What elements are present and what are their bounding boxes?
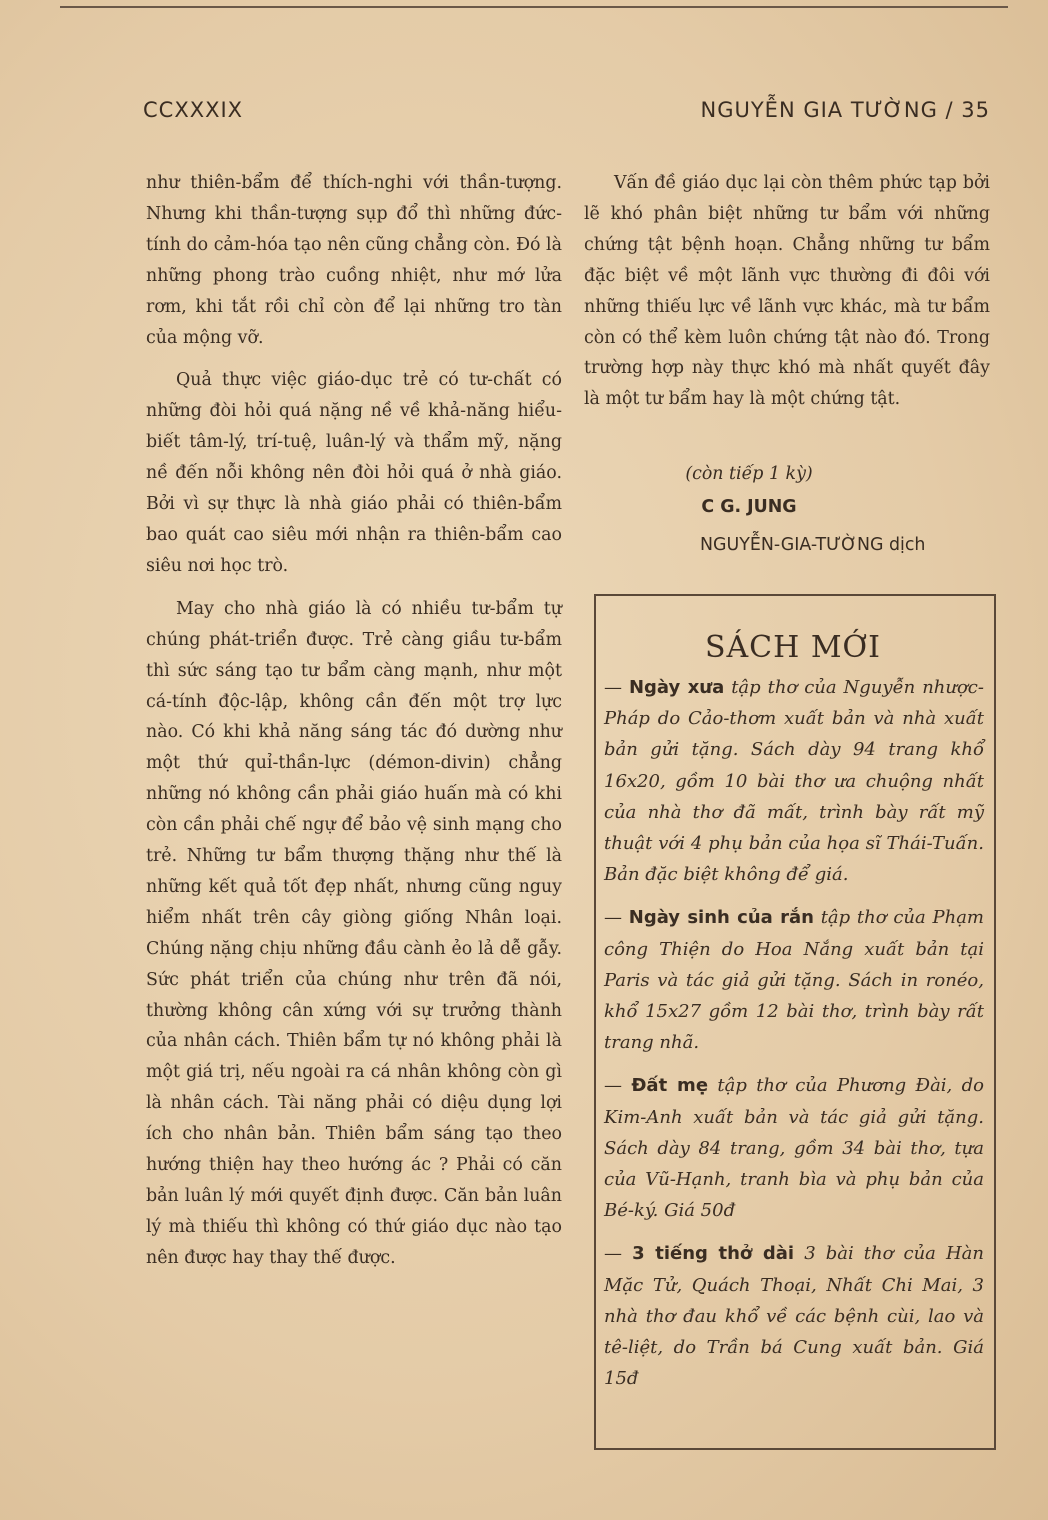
book-title: Ngày xưa [628,677,725,698]
right-column [584,168,990,415]
book-title: Đất mẹ [631,1075,709,1097]
new-books-title: SÁCH MỚI [704,630,882,665]
running-header: NGUYỄN GIA TƯỜNG / 35 [700,98,990,122]
book-title: Ngày sinh của rắn [628,907,814,929]
paragraph: May cho nhà giáo là có nhiều tư-bẩm tự chúng phát-triển được. Trẻ càng giầu tư-bẩm thì sức sáng tạo tư bẩm càng mạnh, như một cá-tính độc-lập, không cần đến một trợ lực nào. Có khi khả năng sáng tác đó dường như một thứ quỉ-thần-lực (démon-divin) chẳng những nó không cần phải giáo huấn mà có khi còn cần phải chế ngự để bảo vệ sinh mạng cho trẻ. Những tư bẩm thượng thặng như thế là những kết quả tốt đẹp nhất, nhưng cũng nguy hiểm nhất trên cây giòng giống Nhân loại. Chúng nặng chịu những đầu cành ẻo lả dễ gẫy. Sức phát triển của chúng như trên đã nói, thường không cân xứng với sự trưởng thành của nhân cách. Thiên bẩm tự nó không phải là một giá trị, nếu ngoài ra cá nhân không còn gì là nhân cách. Tài năng phải có diệu dụng lợi ích cho nhân bản. Thiên bẩm sáng tạo theo hướng thiện hay theo hướng ác ? Phải có căn bản luân lý mới quyết định được. Căn bản luân lý mà thiếu thì không có thứ giáo dục nào tạo nên được hay thay thế được. [146,598,562,1268]
translator-credit: NGUYỄN-GIA-TƯỜNG dịch [700,535,926,555]
continued-note: (còn tiếp 1 kỳ) [685,464,813,484]
paragraph: Quả thực việc giáo-dục trẻ có tư-chất có những đòi hỏi quá nặng nề về khả-năng hiểu-biết tâm-lý, trí-tuệ, luân-lý và thẩm mỹ, nặng nề đến nỗi không nên đòi hỏi quá ở nhà giáo. Bởi vì sự thực là nhà giáo phải có thiên-bẩm bao quát cao siêu mới nhận ra thiên-bẩm cao siêu nơi học trò. [146,370,562,576]
paragraph: như thiên-bẩm để thích-nghi với thần-tượng. Nhưng khi thần-tượng sụp đổ thì những đức-tính do cảm-hóa tạo nên cũng chẳng còn. Đó là những phong trào cuồng nhiệt, như mớ lửa rơm, khi tắt rồi chỉ còn để lại những tro tàn của mộng vỡ. [146,173,562,348]
paragraph: Vấn đề giáo dục lại còn thêm phức tạp bởi lẽ khó phân biệt những tư bẩm với những chứng tật bệnh hoạn. Chẳng những tư bẩm đặc biệt về một lãnh vực thường đi đôi với những thiếu lực về lãnh vực khác, mà tư bẩm còn có thể kèm luôn chứng tật nào đó. Trong trường hợp này thực khó mà nhất quyết đây là một tư bẩm hay là một chứng tật. [584,173,990,410]
author-name: C G. JUNG [701,497,797,517]
list-item: — Ngày sinh của rắn tập thơ của Phạm công Thiện do Hoa Nắng xuất bản tại Paris và tác giả gửi tặng. Sách in ronéo, khổ 15x27 gồm 12 bài thơ, trình bày rất trang nhã. [604,907,984,1054]
left-column [146,168,562,1274]
book-description: tập thơ của Phạm công Thiện do Hoa Nắng xuất bản tại Paris và tác giả gửi tặng. Sách in ronéo, khổ 15x27 gồm 12 bài thơ, trình bày rất trang nhã. [604,907,984,1054]
list-item: — Đất mẹ tập thơ của Phương Đài, do Kim-Anh xuất bản và tác giả gửi tặng. Sách dày 84 trang, gồm 34 bài thơ, tựa của Vũ-Hạnh, tranh bìa và phụ bản của Bé-ký. Giá 50đ [604,1075,984,1222]
list-item: — Ngày xưa tập thơ của Nguyễn nhược-Pháp do Cảo-thơm xuất bản và nhà xuất bản gửi tặng. Sách dày 94 trang khổ 16x20, gồm 10 bài thơ ưa chuộng nhất của nhà thơ đã mất, trình bày rất mỹ thuật với 4 phụ bản của họa sĩ Thái-Tuấn. Bản đặc biệt không để giá. [604,677,984,886]
book-description: tập thơ của Phương Đài, do Kim-Anh xuất bản và tác giả gửi tặng. Sách dày 84 trang, gồm 34 bài thơ, tựa của Vũ-Hạnh, tranh bìa và phụ bản của Bé-ký. Giá 50đ [604,1075,984,1222]
list-item: — 3 tiếng thở dài 3 bài thơ của Hàn Mặc Tử, Quách Thoại, Nhất Chi Mai, 3 nhà thơ đau khổ về các bệnh cùi, lao và tê-liệt, do Trần bá Cung xuất bản. Giá 15đ [604,1243,984,1390]
book-description: 3 bài thơ của Hàn Mặc Tử, Quách Thoại, Nhất Chi Mai, 3 nhà thơ đau khổ về các bệnh cùi, lao và tê-liệt, do Trần bá Cung xuất bản. Giá 15đ [604,1243,984,1390]
new-books-list [604,672,984,1406]
book-description: tập thơ của Nguyễn nhược-Pháp do Cảo-thơm xuất bản và nhà xuất bản gửi tặng. Sách dày 94 trang khổ 16x20, gồm 10 bài thơ ưa chuộng nhất của nhà thơ đã mất, trình bày rất mỹ thuật với 4 phụ bản của họa sĩ Thái-Tuấn. Bản đặc biệt không để giá. [604,677,984,886]
top-rule [60,6,1008,8]
book-title: 3 tiếng thở dài [632,1243,795,1265]
page-section-number: CCXXXIX [143,98,244,122]
